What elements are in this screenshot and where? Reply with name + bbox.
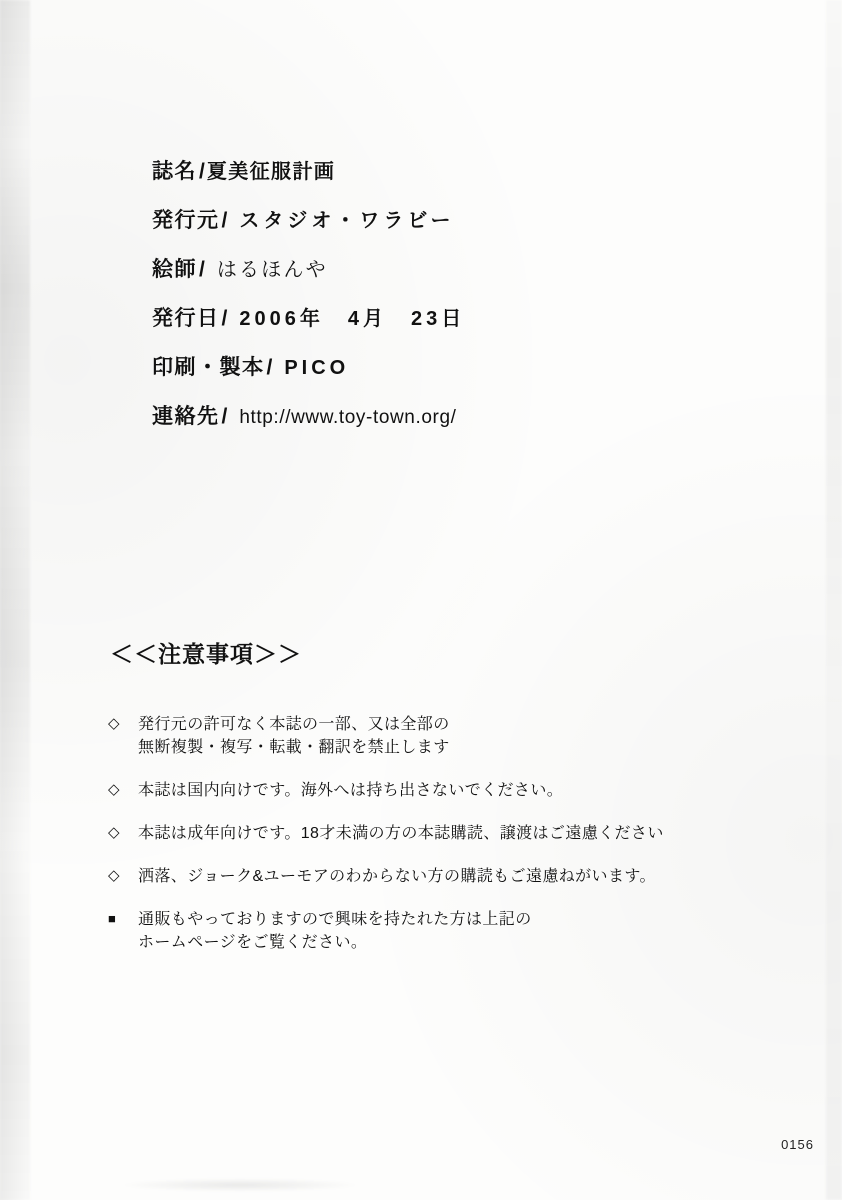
colophon-separator: / bbox=[221, 405, 228, 428]
colophon-separator: / bbox=[199, 258, 205, 281]
notice-item-mailorder bbox=[108, 908, 788, 954]
notice-section-heading: ＜＜注意事項＞＞ bbox=[110, 641, 302, 667]
notice-line: 無断複製・複写・転載・翻訳を禁止します bbox=[138, 739, 450, 756]
notice-line: ホームページをご覧ください。 bbox=[138, 934, 368, 951]
page-number: 0156 bbox=[781, 1137, 814, 1152]
colophon-row-date bbox=[152, 302, 772, 332]
notice-text bbox=[138, 822, 664, 845]
notice-item bbox=[108, 822, 788, 845]
colophon-label-artist: 絵師 bbox=[152, 258, 197, 281]
notice-line: 本誌は国内向けです。海外へは持ち出さないでください。 bbox=[138, 782, 564, 799]
notice-text bbox=[138, 713, 450, 759]
colophon-row-contact bbox=[152, 400, 772, 430]
notice-item bbox=[108, 779, 788, 802]
colophon-separator: / bbox=[221, 307, 228, 330]
colophon-label-date: 発行日 bbox=[152, 307, 220, 330]
colophon-value-printing: PICO bbox=[284, 357, 350, 379]
colophon-label-printing: 印刷・製本 bbox=[152, 356, 265, 379]
notice-text bbox=[138, 908, 532, 954]
colophon-value-date: 2006年 4月 23日 bbox=[239, 308, 466, 330]
colophon-value-artist: はるほんや bbox=[216, 259, 328, 281]
diamond-icon: ◇ bbox=[108, 867, 120, 884]
colophon-value-contact-url: http://www.toy-town.org/ bbox=[239, 407, 457, 428]
colophon-label-contact: 連絡先 bbox=[152, 405, 220, 428]
notice-line: 通販もやっておりますので興味を持たれた方は上記の bbox=[138, 911, 532, 928]
notice-line: 洒落、ジョーク&ユーモアのわからない方の購読もご遠慮ねがいます。 bbox=[138, 868, 656, 885]
notice-item bbox=[108, 713, 788, 759]
page-left-edge-shadow bbox=[0, 0, 30, 1200]
diamond-icon: ◇ bbox=[108, 824, 120, 841]
diamond-icon: ◇ bbox=[108, 781, 120, 798]
colophon-row-artist bbox=[152, 253, 772, 283]
colophon-row-title bbox=[152, 155, 772, 185]
colophon-label-title: 誌名 bbox=[152, 160, 197, 183]
page-bottom-smudge bbox=[120, 1178, 360, 1192]
notice-text bbox=[138, 865, 656, 888]
page-right-edge-shadow bbox=[826, 0, 842, 1200]
notice-item bbox=[108, 865, 788, 888]
notice-list bbox=[108, 713, 788, 974]
colophon-separator: / bbox=[199, 160, 205, 183]
colophon-separator: / bbox=[266, 356, 273, 379]
colophon-block bbox=[152, 155, 772, 449]
notice-text bbox=[138, 779, 563, 802]
diamond-icon: ◇ bbox=[108, 715, 120, 732]
colophon-label-publisher: 発行元 bbox=[152, 209, 220, 232]
colophon-row-publisher bbox=[152, 204, 772, 234]
colophon-value-publisher: スタジオ・ワラビー bbox=[239, 210, 455, 232]
colophon-value-title: 夏美征服計画 bbox=[206, 161, 336, 183]
notice-line: 発行元の許可なく本誌の一部、又は全部の bbox=[138, 716, 450, 733]
filled-square-icon: ■ bbox=[108, 911, 116, 926]
notice-line: 本誌は成年向けです。18才未満の方の本誌購読、譲渡はご遠慮ください bbox=[138, 825, 664, 842]
colophon-row-printing bbox=[152, 351, 772, 381]
colophon-separator: / bbox=[221, 209, 228, 232]
